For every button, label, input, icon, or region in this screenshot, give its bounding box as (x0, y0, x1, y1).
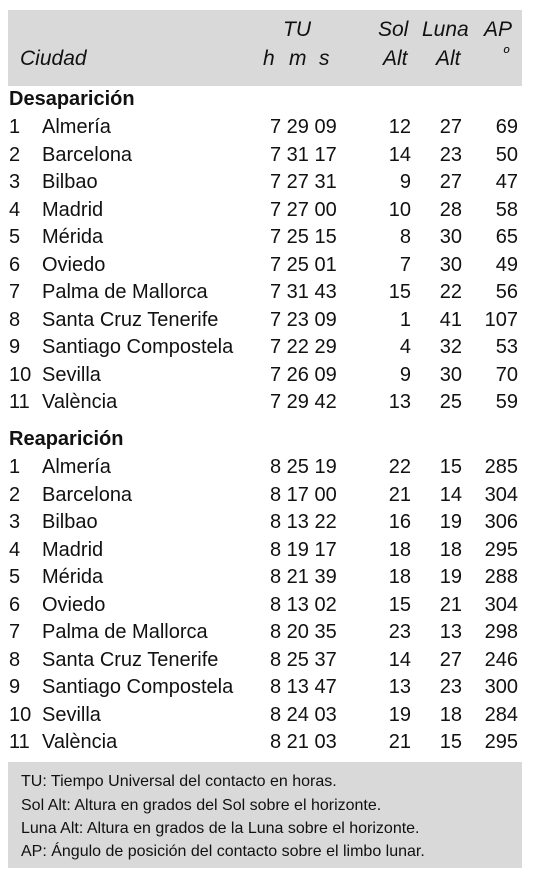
row-number: 4 (9, 198, 21, 221)
city-name: Santa Cruz Tenerife (42, 308, 219, 331)
sun-altitude: 12 (388, 116, 411, 138)
table-row (8, 484, 522, 512)
table-header (8, 10, 522, 86)
universal-time: 8 19 17 (270, 538, 337, 561)
moon-altitude: 30 (439, 226, 462, 248)
header-sol: Sol (378, 18, 409, 41)
moon-altitude: 22 (439, 281, 462, 303)
header-sol-alt: Alt (383, 47, 408, 70)
moon-altitude: 14 (439, 483, 462, 506)
city-name: Santa Cruz Tenerife (42, 648, 219, 671)
row-number: 8 (9, 308, 21, 331)
city-name: Madrid (42, 198, 104, 221)
section-rows-reaparicion (8, 456, 522, 759)
moon-altitude: 27 (439, 648, 462, 671)
moon-altitude: 18 (439, 703, 462, 726)
row-number: 5 (9, 226, 21, 248)
moon-altitude: 19 (439, 566, 462, 588)
sun-altitude: 15 (388, 281, 411, 303)
position-angle: 56 (495, 281, 518, 303)
moon-altitude: 15 (439, 731, 462, 753)
universal-time: 7 25 15 (270, 226, 337, 248)
universal-time: 8 17 00 (270, 483, 337, 506)
city-name: Bilbao (42, 171, 98, 193)
row-number: 11 (9, 731, 30, 753)
table-row (8, 594, 522, 622)
row-number: 6 (9, 593, 21, 616)
city-name: Mérida (42, 566, 104, 588)
row-number: 9 (9, 336, 21, 358)
row-number: 3 (9, 511, 21, 533)
sun-altitude: 13 (388, 391, 411, 413)
header-minutes: m (289, 47, 307, 70)
header-ciudad: Ciudad (20, 47, 87, 70)
universal-time: 7 23 09 (270, 308, 337, 331)
row-number: 4 (9, 538, 21, 561)
section-title-desaparicion: Desaparición (9, 88, 135, 110)
universal-time: 7 29 09 (270, 116, 337, 138)
position-angle: 306 (484, 511, 518, 533)
row-number: 10 (9, 703, 32, 726)
sun-altitude: 18 (388, 566, 411, 588)
table-row (8, 309, 522, 337)
city-name: Sevilla (42, 703, 101, 726)
table-row (8, 731, 522, 759)
legend-sol-alt: Sol Alt: Altura en grados del Sol sobre el horizonte. (21, 797, 382, 814)
city-name: Mérida (42, 226, 104, 248)
section-rows-desaparicion (8, 116, 522, 419)
position-angle: 300 (484, 676, 518, 698)
city-name: Almería (42, 456, 111, 478)
row-number: 9 (9, 676, 21, 698)
sun-altitude: 16 (388, 511, 411, 533)
universal-time: 7 25 01 (270, 253, 337, 276)
position-angle: 295 (484, 731, 518, 753)
universal-time: 8 24 03 (270, 703, 337, 726)
universal-time: 8 21 03 (270, 731, 337, 753)
sun-altitude: 23 (388, 621, 411, 643)
moon-altitude: 28 (439, 198, 462, 221)
universal-time: 7 26 09 (270, 363, 337, 386)
legend-luna-alt: Luna Alt: Altura en grados de la Luna sobre el horizonte. (21, 820, 420, 837)
position-angle: 70 (495, 363, 518, 386)
city-name: Sevilla (42, 363, 101, 386)
table-row (8, 281, 522, 309)
moon-altitude: 27 (439, 171, 462, 193)
moon-altitude: 21 (439, 593, 462, 616)
occultation-table (8, 10, 522, 860)
sun-altitude: 21 (388, 483, 411, 506)
table-row (8, 116, 522, 144)
moon-altitude: 13 (439, 621, 462, 643)
header-tu: TU (283, 18, 311, 41)
sun-altitude: 10 (388, 198, 411, 221)
table-row (8, 364, 522, 392)
moon-altitude: 19 (439, 511, 462, 533)
row-number: 7 (9, 281, 21, 303)
row-number: 10 (9, 363, 32, 386)
sun-altitude: 19 (388, 703, 411, 726)
universal-time: 8 21 39 (270, 566, 337, 588)
header-seconds: s (319, 47, 330, 70)
position-angle: 246 (484, 648, 518, 671)
position-angle: 107 (484, 308, 518, 331)
universal-time: 7 31 43 (270, 281, 337, 303)
table-row (8, 144, 522, 172)
table-row (8, 511, 522, 539)
row-number: 1 (9, 456, 21, 478)
table-row (8, 704, 522, 732)
sun-altitude: 9 (399, 363, 411, 386)
city-name: Bilbao (42, 511, 98, 533)
moon-altitude: 32 (439, 336, 462, 358)
sun-altitude: 4 (399, 336, 411, 358)
header-ap-unit: º (503, 45, 509, 62)
table-row (8, 566, 522, 594)
moon-altitude: 18 (439, 538, 462, 561)
position-angle: 65 (495, 226, 518, 248)
city-name: Santiago Compostela (42, 336, 234, 358)
city-name: Palma de Mallorca (42, 621, 208, 643)
sun-altitude: 18 (388, 538, 411, 561)
position-angle: 295 (484, 538, 518, 561)
sun-altitude: 9 (399, 171, 411, 193)
universal-time: 8 25 19 (270, 456, 337, 478)
table-row (8, 649, 522, 677)
header-luna: Luna (422, 18, 469, 41)
table-row (8, 336, 522, 364)
sun-altitude: 8 (399, 226, 411, 248)
universal-time: 7 22 29 (270, 336, 337, 358)
city-name: València (42, 731, 118, 753)
city-name: Barcelona (42, 143, 133, 166)
moon-altitude: 25 (439, 391, 462, 413)
header-hours: h (263, 47, 275, 70)
position-angle: 59 (495, 391, 518, 413)
table-row (8, 226, 522, 254)
table-row (8, 171, 522, 199)
universal-time: 8 20 35 (270, 621, 337, 643)
city-name: Almería (42, 116, 111, 138)
row-number: 7 (9, 621, 21, 643)
position-angle: 304 (484, 593, 518, 616)
legend-tu: TU: Tiempo Universal del contacto en horas. (21, 773, 337, 790)
universal-time: 7 27 31 (270, 171, 337, 193)
row-number: 3 (9, 171, 21, 193)
city-name: Santiago Compostela (42, 676, 234, 698)
city-name: Barcelona (42, 483, 133, 506)
moon-altitude: 30 (439, 363, 462, 386)
position-angle: 69 (495, 116, 518, 138)
header-ap: AP (484, 18, 513, 41)
row-number: 8 (9, 648, 21, 671)
table-row (8, 456, 522, 484)
universal-time: 7 27 00 (270, 198, 337, 221)
position-angle: 284 (484, 703, 518, 726)
moon-altitude: 23 (439, 143, 462, 166)
moon-altitude: 23 (439, 676, 462, 698)
table-row (8, 539, 522, 567)
legend-ap: AP: Ángulo de posición del contacto sobre el limbo lunar. (21, 843, 425, 860)
sun-altitude: 14 (388, 143, 411, 166)
table-row (8, 391, 522, 419)
section-title-reaparicion: Reaparición (9, 428, 124, 450)
universal-time: 8 25 37 (270, 648, 337, 671)
universal-time: 7 29 42 (270, 391, 337, 413)
city-name: Oviedo (42, 253, 106, 276)
sun-altitude: 14 (388, 648, 411, 671)
universal-time: 8 13 22 (270, 511, 337, 533)
sun-altitude: 21 (388, 731, 411, 753)
city-name: València (42, 391, 118, 413)
row-number: 2 (9, 483, 21, 506)
position-angle: 47 (495, 171, 518, 193)
universal-time: 8 13 47 (270, 676, 337, 698)
city-name: Palma de Mallorca (42, 281, 208, 303)
sun-altitude: 7 (399, 253, 411, 276)
table-row (8, 621, 522, 649)
position-angle: 58 (495, 198, 518, 221)
row-number: 2 (9, 143, 21, 166)
position-angle: 304 (484, 483, 518, 506)
row-number: 11 (9, 391, 30, 413)
table-row (8, 676, 522, 704)
table-row (8, 199, 522, 227)
table-row (8, 254, 522, 282)
sun-altitude: 13 (388, 676, 411, 698)
moon-altitude: 15 (439, 456, 462, 478)
position-angle: 49 (495, 253, 518, 276)
position-angle: 50 (495, 143, 518, 166)
universal-time: 8 13 02 (270, 593, 337, 616)
sun-altitude: 1 (399, 308, 411, 331)
position-angle: 288 (484, 566, 518, 588)
moon-altitude: 27 (439, 116, 462, 138)
row-number: 6 (9, 253, 21, 276)
position-angle: 53 (495, 336, 518, 358)
position-angle: 285 (484, 456, 518, 478)
city-name: Oviedo (42, 593, 106, 616)
universal-time: 7 31 17 (270, 143, 337, 166)
header-luna-alt: Alt (436, 47, 461, 70)
moon-altitude: 30 (439, 253, 462, 276)
legend-footer (8, 762, 522, 868)
position-angle: 298 (484, 621, 518, 643)
sun-altitude: 22 (388, 456, 411, 478)
row-number: 1 (9, 116, 21, 138)
moon-altitude: 41 (439, 308, 462, 331)
sun-altitude: 15 (388, 593, 411, 616)
row-number: 5 (9, 566, 21, 588)
city-name: Madrid (42, 538, 104, 561)
